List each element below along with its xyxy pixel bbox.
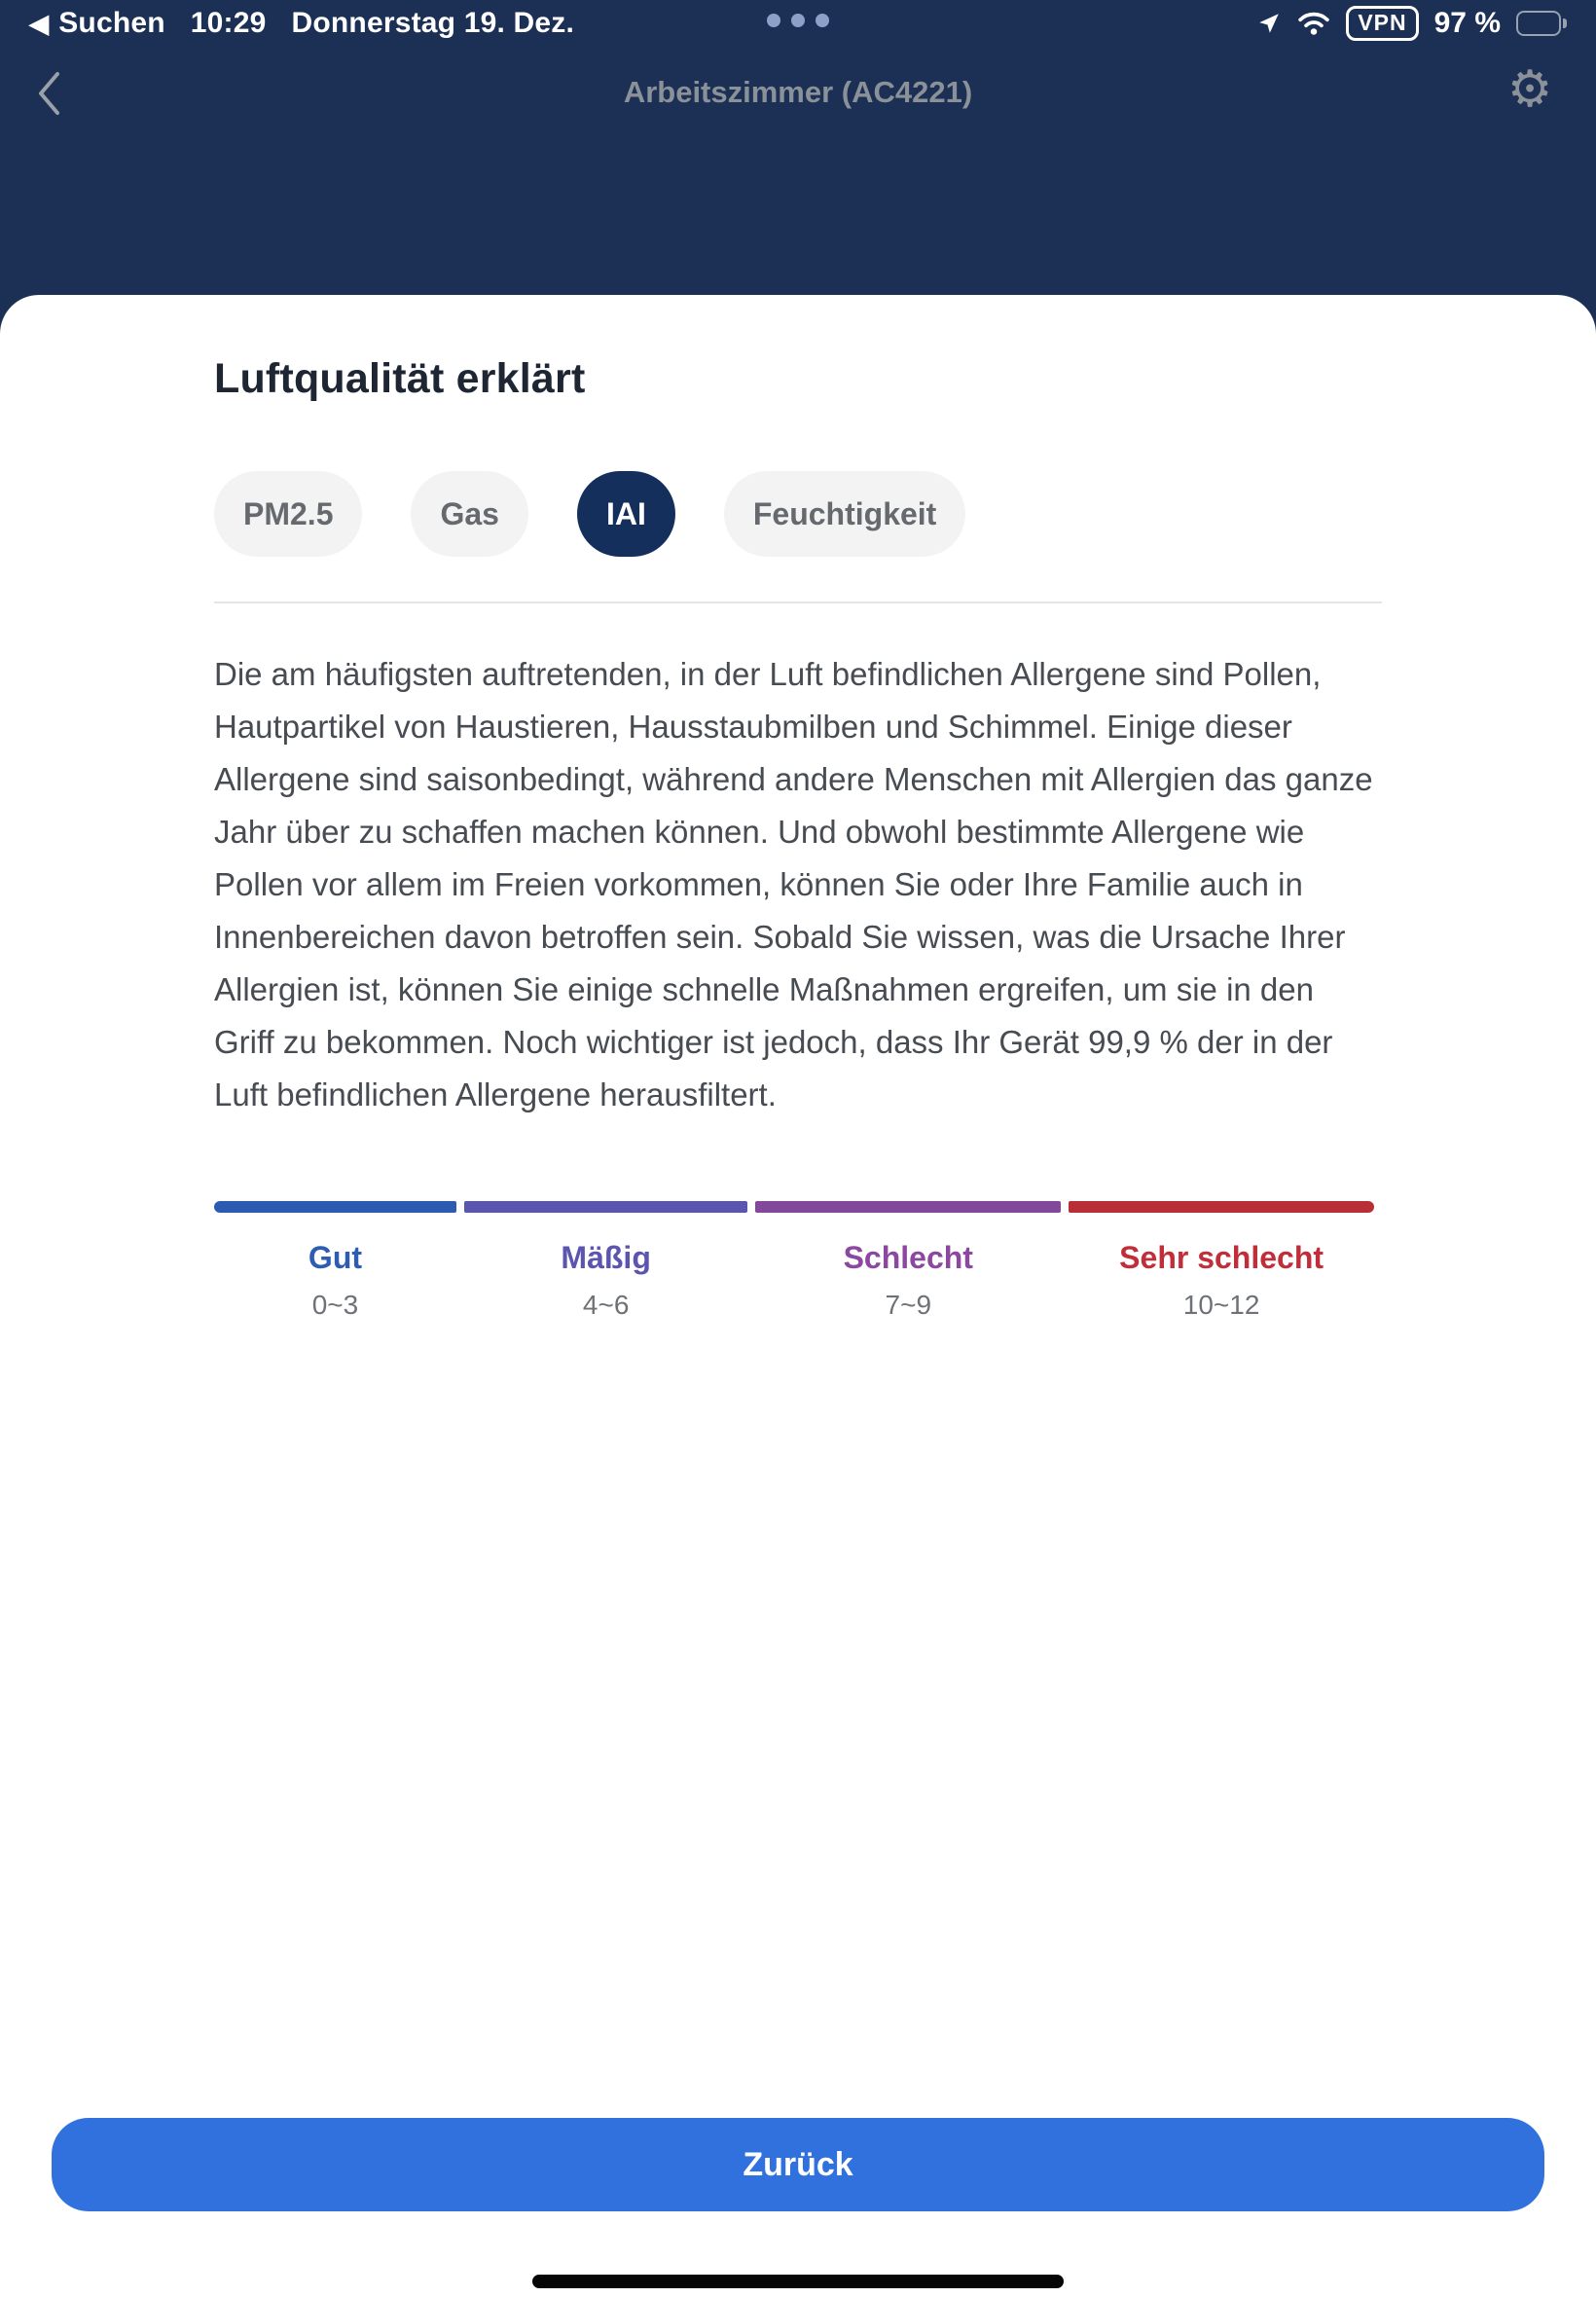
scale-col	[214, 1240, 456, 1321]
scale-segment-sehr-schlecht	[1069, 1201, 1374, 1213]
scale-label: Sehr schlecht	[1119, 1240, 1324, 1275]
scale-segment-gut	[214, 1201, 456, 1213]
tab-gas[interactable]: Gas	[411, 471, 527, 557]
scale-col	[755, 1240, 1061, 1321]
scale-segment-schlecht	[755, 1201, 1061, 1213]
page-title: Arbeitszimmer (AC4221)	[623, 75, 973, 109]
gear-icon: ⚙	[1506, 61, 1553, 118]
battery-icon	[1516, 11, 1567, 36]
content-card	[0, 295, 1596, 2297]
multitasking-dots-icon[interactable]	[767, 14, 829, 27]
back-to-app-label: Suchen	[58, 7, 165, 39]
battery-percent: 97 %	[1433, 7, 1501, 39]
back-button[interactable]	[25, 68, 72, 119]
scale-range: 10~12	[1182, 1290, 1260, 1320]
status-date: Donnerstag 19. Dez.	[291, 7, 575, 39]
scale-segment-maessig	[464, 1201, 747, 1213]
chevron-left-icon	[36, 70, 61, 117]
status-time: 10:29	[190, 7, 267, 39]
scale-range: 7~9	[885, 1290, 932, 1320]
scale-labels	[214, 1240, 1374, 1321]
zurueck-button[interactable]: Zurück	[52, 2118, 1544, 2211]
scale-label: Mäßig	[561, 1240, 651, 1275]
scale-label: Gut	[308, 1240, 363, 1275]
tab-pm25[interactable]: PM2.5	[214, 471, 362, 557]
vpn-badge: VPN	[1346, 6, 1418, 42]
status-bar	[0, 0, 1596, 47]
divider	[214, 602, 1382, 603]
iai-scale	[214, 1201, 1374, 1321]
scale-range: 0~3	[311, 1290, 359, 1320]
dot	[791, 14, 805, 27]
dot	[816, 14, 829, 27]
back-to-app-link[interactable]	[29, 7, 165, 40]
settings-button[interactable]	[1501, 60, 1559, 119]
wifi-icon	[1297, 11, 1330, 36]
explanation-text: Die am häufigsten auftretenden, in der Luft befindlichen Allergene sind Pollen, Hautpartikel von Haustieren, Hausstaubmilben und Schimmel. Einige dieser Allergene sind saisonbedingt, während andere Menschen mit Allergien das ganze Jahr über zu schaffen machen können. Und obwohl bestimmte Allergene wie Pollen vor allem im Freien vorkommen, können Sie oder Ihre Familie auch in Innenbereichen davon betroffen sein. Sobald Sie wissen, was die Ursache Ihrer Allergien ist, können Sie einige schnelle Maßnahmen ergreifen, um sie in den Griff zu bekommen. Noch wichtiger ist jedoch, dass Ihr Gerät 99,9 % der in der Luft befindlichen Allergene herausfiltert.	[214, 656, 1373, 1112]
scale-bar	[214, 1201, 1374, 1213]
scale-range: 4~6	[582, 1290, 630, 1320]
scale-label: Schlecht	[843, 1240, 973, 1275]
scale-col	[1069, 1240, 1374, 1321]
tab-feuchtigkeit[interactable]: Feuchtigkeit	[724, 471, 965, 557]
back-to-app-icon: ◀	[29, 9, 50, 38]
dot	[767, 14, 780, 27]
air-quality-tabs	[214, 471, 1382, 557]
status-bar-right	[1256, 6, 1567, 42]
home-indicator[interactable]	[532, 2275, 1064, 2288]
location-arrow-icon	[1256, 11, 1282, 36]
status-bar-left	[29, 7, 574, 40]
section-heading: Luftqualität erklärt	[214, 355, 586, 402]
nav-bar	[0, 58, 1596, 127]
scale-col	[464, 1240, 747, 1321]
tab-iai[interactable]: IAI	[577, 471, 675, 557]
